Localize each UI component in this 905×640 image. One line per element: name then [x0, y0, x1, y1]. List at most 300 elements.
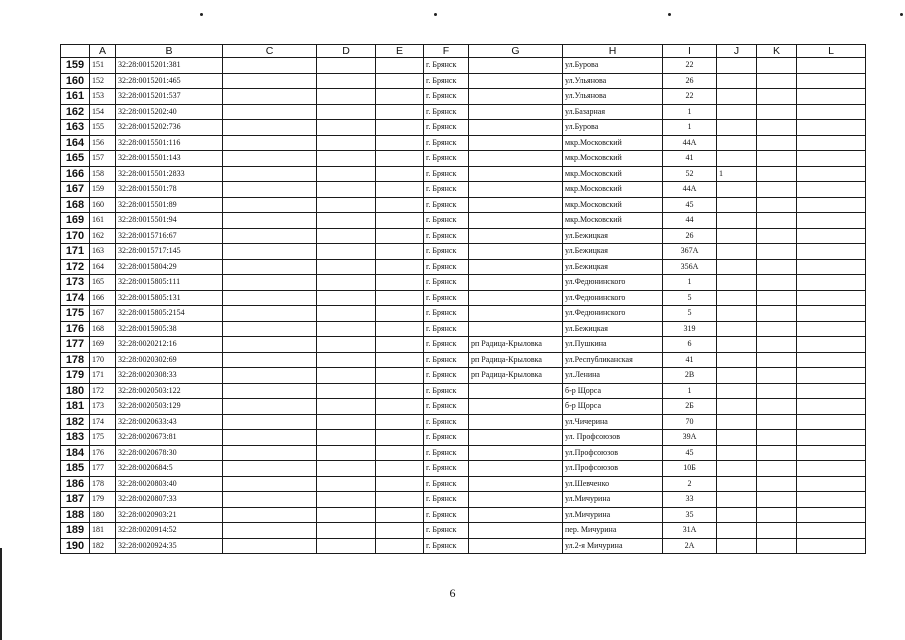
cell-e[interactable] — [376, 58, 424, 74]
cell-d[interactable] — [317, 166, 376, 182]
cell-e[interactable] — [376, 538, 424, 554]
cell-d[interactable] — [317, 213, 376, 229]
cell-k[interactable] — [757, 213, 797, 229]
cell-g[interactable] — [469, 523, 563, 539]
row-number[interactable]: 160 — [61, 73, 90, 89]
cell-c[interactable] — [223, 399, 317, 415]
row-number[interactable]: 188 — [61, 507, 90, 523]
cell-e[interactable] — [376, 461, 424, 477]
row-number[interactable]: 178 — [61, 352, 90, 368]
cell-l[interactable] — [797, 104, 866, 120]
cell-k[interactable] — [757, 430, 797, 446]
cell-j[interactable] — [717, 399, 757, 415]
cell-g[interactable] — [469, 445, 563, 461]
cell-d[interactable] — [317, 151, 376, 167]
cell-d[interactable] — [317, 89, 376, 105]
cell-l[interactable] — [797, 352, 866, 368]
cell-c[interactable] — [223, 58, 317, 74]
cell-c[interactable] — [223, 73, 317, 89]
cell-j[interactable] — [717, 414, 757, 430]
cell-k[interactable] — [757, 228, 797, 244]
row-number[interactable]: 187 — [61, 492, 90, 508]
cell-f[interactable]: г. Брянск — [424, 182, 469, 198]
cell-f[interactable]: г. Брянск — [424, 368, 469, 384]
cell-f[interactable]: г. Брянск — [424, 73, 469, 89]
cell-i[interactable]: 45 — [663, 197, 717, 213]
cell-j[interactable] — [717, 228, 757, 244]
cell-f[interactable]: г. Брянск — [424, 244, 469, 260]
cell-f[interactable]: г. Брянск — [424, 337, 469, 353]
cell-d[interactable] — [317, 321, 376, 337]
cell-b[interactable]: 32:28:0015202:736 — [116, 120, 223, 136]
cell-f[interactable]: г. Брянск — [424, 476, 469, 492]
cell-d[interactable] — [317, 259, 376, 275]
cell-g[interactable] — [469, 306, 563, 322]
cell-f[interactable]: г. Брянск — [424, 523, 469, 539]
cell-b[interactable]: 32:28:0015501:116 — [116, 135, 223, 151]
column-header-i[interactable]: I — [663, 45, 717, 58]
cell-d[interactable] — [317, 507, 376, 523]
cell-k[interactable] — [757, 445, 797, 461]
cell-f[interactable]: г. Брянск — [424, 430, 469, 446]
cell-h[interactable]: ул.Профсоюзов — [563, 445, 663, 461]
row-number[interactable]: 190 — [61, 538, 90, 554]
row-number[interactable]: 189 — [61, 523, 90, 539]
cell-f[interactable]: г. Брянск — [424, 352, 469, 368]
row-number[interactable]: 176 — [61, 321, 90, 337]
cell-k[interactable] — [757, 414, 797, 430]
cell-g[interactable] — [469, 213, 563, 229]
cell-k[interactable] — [757, 244, 797, 260]
cell-f[interactable]: г. Брянск — [424, 213, 469, 229]
cell-k[interactable] — [757, 73, 797, 89]
cell-g[interactable] — [469, 197, 563, 213]
cell-i[interactable]: 1 — [663, 275, 717, 291]
cell-e[interactable] — [376, 368, 424, 384]
cell-c[interactable] — [223, 306, 317, 322]
cell-h[interactable]: мкр.Московский — [563, 182, 663, 198]
cell-l[interactable] — [797, 182, 866, 198]
cell-l[interactable] — [797, 399, 866, 415]
cell-l[interactable] — [797, 476, 866, 492]
cell-k[interactable] — [757, 337, 797, 353]
cell-b[interactable]: 32:28:0015717:145 — [116, 244, 223, 260]
cell-b[interactable]: 32:28:0015905:38 — [116, 321, 223, 337]
cell-e[interactable] — [376, 73, 424, 89]
cell-k[interactable] — [757, 383, 797, 399]
cell-e[interactable] — [376, 89, 424, 105]
cell-a[interactable]: 159 — [90, 182, 116, 198]
cell-c[interactable] — [223, 182, 317, 198]
cell-g[interactable] — [469, 89, 563, 105]
cell-b[interactable]: 32:28:0020212:16 — [116, 337, 223, 353]
cell-h[interactable]: ул.Федюнинского — [563, 290, 663, 306]
cell-j[interactable] — [717, 244, 757, 260]
cell-i[interactable]: 1 — [663, 383, 717, 399]
cell-d[interactable] — [317, 244, 376, 260]
cell-b[interactable]: 32:28:0015501:2833 — [116, 166, 223, 182]
cell-l[interactable] — [797, 290, 866, 306]
cell-h[interactable]: ул.Базарная — [563, 104, 663, 120]
cell-a[interactable]: 171 — [90, 368, 116, 384]
cell-h[interactable]: б-р Щорса — [563, 399, 663, 415]
cell-c[interactable] — [223, 275, 317, 291]
cell-h[interactable]: ул.Бурова — [563, 58, 663, 74]
cell-a[interactable]: 169 — [90, 337, 116, 353]
cell-i[interactable]: 41 — [663, 352, 717, 368]
cell-d[interactable] — [317, 135, 376, 151]
cell-a[interactable]: 160 — [90, 197, 116, 213]
cell-b[interactable]: 32:28:0015501:78 — [116, 182, 223, 198]
column-header-l[interactable]: L — [797, 45, 866, 58]
cell-i[interactable]: 45 — [663, 445, 717, 461]
cell-a[interactable]: 155 — [90, 120, 116, 136]
cell-g[interactable] — [469, 135, 563, 151]
cell-b[interactable]: 32:28:0015804:29 — [116, 259, 223, 275]
cell-d[interactable] — [317, 383, 376, 399]
cell-f[interactable]: г. Брянск — [424, 461, 469, 477]
cell-d[interactable] — [317, 445, 376, 461]
cell-c[interactable] — [223, 151, 317, 167]
cell-d[interactable] — [317, 368, 376, 384]
cell-a[interactable]: 180 — [90, 507, 116, 523]
cell-l[interactable] — [797, 213, 866, 229]
cell-d[interactable] — [317, 275, 376, 291]
cell-h[interactable]: ул.Мичурина — [563, 507, 663, 523]
cell-e[interactable] — [376, 290, 424, 306]
cell-c[interactable] — [223, 104, 317, 120]
cell-a[interactable]: 157 — [90, 151, 116, 167]
cell-c[interactable] — [223, 337, 317, 353]
cell-a[interactable]: 170 — [90, 352, 116, 368]
corner-header[interactable] — [61, 45, 90, 58]
column-header-j[interactable]: J — [717, 45, 757, 58]
cell-f[interactable]: г. Брянск — [424, 492, 469, 508]
cell-g[interactable] — [469, 73, 563, 89]
cell-c[interactable] — [223, 120, 317, 136]
cell-b[interactable]: 32:28:0015716:67 — [116, 228, 223, 244]
cell-j[interactable] — [717, 523, 757, 539]
cell-a[interactable]: 156 — [90, 135, 116, 151]
cell-d[interactable] — [317, 290, 376, 306]
cell-j[interactable] — [717, 445, 757, 461]
row-number[interactable]: 175 — [61, 306, 90, 322]
cell-f[interactable]: г. Брянск — [424, 275, 469, 291]
cell-g[interactable] — [469, 399, 563, 415]
cell-k[interactable] — [757, 306, 797, 322]
cell-l[interactable] — [797, 275, 866, 291]
cell-d[interactable] — [317, 228, 376, 244]
cell-k[interactable] — [757, 538, 797, 554]
cell-a[interactable]: 153 — [90, 89, 116, 105]
cell-g[interactable] — [469, 461, 563, 477]
row-number[interactable]: 163 — [61, 120, 90, 136]
cell-h[interactable]: мкр.Московский — [563, 166, 663, 182]
cell-l[interactable] — [797, 135, 866, 151]
cell-f[interactable]: г. Брянск — [424, 166, 469, 182]
cell-a[interactable]: 172 — [90, 383, 116, 399]
cell-j[interactable] — [717, 430, 757, 446]
cell-f[interactable]: г. Брянск — [424, 259, 469, 275]
cell-f[interactable]: г. Брянск — [424, 58, 469, 74]
cell-i[interactable]: 1 — [663, 104, 717, 120]
cell-e[interactable] — [376, 213, 424, 229]
cell-f[interactable]: г. Брянск — [424, 228, 469, 244]
cell-a[interactable]: 177 — [90, 461, 116, 477]
cell-g[interactable] — [469, 166, 563, 182]
cell-b[interactable]: 32:28:0020673:81 — [116, 430, 223, 446]
cell-h[interactable]: ул.Мичурина — [563, 492, 663, 508]
cell-l[interactable] — [797, 228, 866, 244]
cell-a[interactable]: 166 — [90, 290, 116, 306]
column-header-e[interactable]: E — [376, 45, 424, 58]
column-header-g[interactable]: G — [469, 45, 563, 58]
cell-d[interactable] — [317, 523, 376, 539]
cell-k[interactable] — [757, 166, 797, 182]
cell-g[interactable] — [469, 259, 563, 275]
cell-e[interactable] — [376, 399, 424, 415]
cell-l[interactable] — [797, 445, 866, 461]
cell-c[interactable] — [223, 523, 317, 539]
row-number[interactable]: 172 — [61, 259, 90, 275]
row-number[interactable]: 162 — [61, 104, 90, 120]
cell-b[interactable]: 32:28:0020633:43 — [116, 414, 223, 430]
cell-j[interactable] — [717, 507, 757, 523]
cell-e[interactable] — [376, 507, 424, 523]
cell-h[interactable]: ул.Профсоюзов — [563, 461, 663, 477]
cell-k[interactable] — [757, 58, 797, 74]
cell-c[interactable] — [223, 507, 317, 523]
row-number[interactable]: 185 — [61, 461, 90, 477]
cell-k[interactable] — [757, 104, 797, 120]
cell-b[interactable]: 32:28:0015501:94 — [116, 213, 223, 229]
cell-i[interactable]: 26 — [663, 73, 717, 89]
cell-j[interactable] — [717, 337, 757, 353]
row-number[interactable]: 173 — [61, 275, 90, 291]
cell-j[interactable] — [717, 290, 757, 306]
cell-b[interactable]: 32:28:0020308:33 — [116, 368, 223, 384]
cell-i[interactable]: 31А — [663, 523, 717, 539]
cell-g[interactable] — [469, 182, 563, 198]
cell-l[interactable] — [797, 321, 866, 337]
cell-j[interactable] — [717, 73, 757, 89]
cell-i[interactable]: 39А — [663, 430, 717, 446]
cell-d[interactable] — [317, 104, 376, 120]
cell-j[interactable] — [717, 58, 757, 74]
cell-a[interactable]: 181 — [90, 523, 116, 539]
cell-k[interactable] — [757, 523, 797, 539]
cell-i[interactable]: 2Б — [663, 399, 717, 415]
cell-j[interactable] — [717, 182, 757, 198]
cell-c[interactable] — [223, 228, 317, 244]
cell-e[interactable] — [376, 352, 424, 368]
cell-c[interactable] — [223, 492, 317, 508]
cell-j[interactable] — [717, 104, 757, 120]
cell-j[interactable] — [717, 135, 757, 151]
cell-f[interactable]: г. Брянск — [424, 120, 469, 136]
cell-e[interactable] — [376, 337, 424, 353]
cell-d[interactable] — [317, 461, 376, 477]
cell-e[interactable] — [376, 182, 424, 198]
cell-e[interactable] — [376, 104, 424, 120]
cell-i[interactable]: 356А — [663, 259, 717, 275]
cell-e[interactable] — [376, 166, 424, 182]
cell-e[interactable] — [376, 275, 424, 291]
cell-b[interactable]: 32:28:0015501:89 — [116, 197, 223, 213]
cell-a[interactable]: 164 — [90, 259, 116, 275]
cell-i[interactable]: 22 — [663, 89, 717, 105]
cell-i[interactable]: 6 — [663, 337, 717, 353]
cell-g[interactable] — [469, 104, 563, 120]
cell-d[interactable] — [317, 430, 376, 446]
cell-a[interactable]: 175 — [90, 430, 116, 446]
cell-g[interactable] — [469, 151, 563, 167]
cell-i[interactable]: 10Б — [663, 461, 717, 477]
cell-f[interactable]: г. Брянск — [424, 321, 469, 337]
cell-i[interactable]: 70 — [663, 414, 717, 430]
cell-c[interactable] — [223, 135, 317, 151]
cell-b[interactable]: 32:28:0015805:131 — [116, 290, 223, 306]
cell-h[interactable]: ул. Профсоюзов — [563, 430, 663, 446]
cell-c[interactable] — [223, 166, 317, 182]
row-number[interactable]: 177 — [61, 337, 90, 353]
cell-g[interactable]: рп Радица-Крыловка — [469, 368, 563, 384]
cell-h[interactable]: ул.Бурова — [563, 120, 663, 136]
row-number[interactable]: 168 — [61, 197, 90, 213]
cell-h[interactable]: ул.Шевченко — [563, 476, 663, 492]
cell-i[interactable]: 26 — [663, 228, 717, 244]
cell-f[interactable]: г. Брянск — [424, 414, 469, 430]
cell-a[interactable]: 174 — [90, 414, 116, 430]
cell-e[interactable] — [376, 120, 424, 136]
cell-f[interactable]: г. Брянск — [424, 89, 469, 105]
cell-c[interactable] — [223, 321, 317, 337]
cell-c[interactable] — [223, 197, 317, 213]
cell-i[interactable]: 41 — [663, 151, 717, 167]
cell-h[interactable]: мкр.Московский — [563, 213, 663, 229]
cell-c[interactable] — [223, 89, 317, 105]
cell-l[interactable] — [797, 306, 866, 322]
cell-b[interactable]: 32:28:0020807:33 — [116, 492, 223, 508]
cell-e[interactable] — [376, 321, 424, 337]
cell-c[interactable] — [223, 414, 317, 430]
row-number[interactable]: 159 — [61, 58, 90, 74]
cell-c[interactable] — [223, 538, 317, 554]
cell-d[interactable] — [317, 352, 376, 368]
cell-l[interactable] — [797, 523, 866, 539]
cell-b[interactable]: 32:28:0020684:5 — [116, 461, 223, 477]
row-number[interactable]: 183 — [61, 430, 90, 446]
cell-l[interactable] — [797, 430, 866, 446]
cell-l[interactable] — [797, 414, 866, 430]
cell-b[interactable]: 32:28:0020678:30 — [116, 445, 223, 461]
cell-f[interactable]: г. Брянск — [424, 538, 469, 554]
cell-a[interactable]: 158 — [90, 166, 116, 182]
cell-l[interactable] — [797, 461, 866, 477]
cell-l[interactable] — [797, 259, 866, 275]
cell-a[interactable]: 182 — [90, 538, 116, 554]
cell-j[interactable] — [717, 89, 757, 105]
cell-i[interactable]: 33 — [663, 492, 717, 508]
cell-l[interactable] — [797, 73, 866, 89]
cell-g[interactable] — [469, 228, 563, 244]
row-number[interactable]: 169 — [61, 213, 90, 229]
cell-i[interactable]: 367А — [663, 244, 717, 260]
row-number[interactable]: 182 — [61, 414, 90, 430]
cell-l[interactable] — [797, 166, 866, 182]
cell-i[interactable]: 1 — [663, 120, 717, 136]
cell-a[interactable]: 176 — [90, 445, 116, 461]
cell-j[interactable] — [717, 306, 757, 322]
cell-j[interactable] — [717, 461, 757, 477]
cell-f[interactable]: г. Брянск — [424, 306, 469, 322]
cell-c[interactable] — [223, 244, 317, 260]
cell-f[interactable]: г. Брянск — [424, 399, 469, 415]
row-number[interactable]: 181 — [61, 399, 90, 415]
cell-c[interactable] — [223, 259, 317, 275]
cell-e[interactable] — [376, 228, 424, 244]
cell-k[interactable] — [757, 197, 797, 213]
cell-f[interactable]: г. Брянск — [424, 290, 469, 306]
cell-a[interactable]: 161 — [90, 213, 116, 229]
cell-g[interactable] — [469, 414, 563, 430]
cell-b[interactable]: 32:28:0020914:52 — [116, 523, 223, 539]
cell-f[interactable]: г. Брянск — [424, 135, 469, 151]
cell-j[interactable] — [717, 321, 757, 337]
column-header-c[interactable]: C — [223, 45, 317, 58]
cell-j[interactable] — [717, 476, 757, 492]
cell-j[interactable] — [717, 383, 757, 399]
cell-j[interactable] — [717, 151, 757, 167]
cell-d[interactable] — [317, 337, 376, 353]
cell-h[interactable]: ул.2-я Мичурина — [563, 538, 663, 554]
cell-g[interactable] — [469, 321, 563, 337]
cell-e[interactable] — [376, 259, 424, 275]
cell-h[interactable]: мкр.Московский — [563, 151, 663, 167]
cell-b[interactable]: 32:28:0020503:122 — [116, 383, 223, 399]
cell-k[interactable] — [757, 89, 797, 105]
cell-a[interactable]: 163 — [90, 244, 116, 260]
cell-g[interactable] — [469, 476, 563, 492]
row-number[interactable]: 170 — [61, 228, 90, 244]
row-number[interactable]: 184 — [61, 445, 90, 461]
cell-c[interactable] — [223, 461, 317, 477]
cell-k[interactable] — [757, 352, 797, 368]
cell-l[interactable] — [797, 197, 866, 213]
cell-g[interactable] — [469, 538, 563, 554]
row-number[interactable]: 165 — [61, 151, 90, 167]
cell-k[interactable] — [757, 259, 797, 275]
column-header-f[interactable]: F — [424, 45, 469, 58]
cell-l[interactable] — [797, 120, 866, 136]
cell-f[interactable]: г. Брянск — [424, 383, 469, 399]
cell-d[interactable] — [317, 414, 376, 430]
cell-g[interactable] — [469, 290, 563, 306]
cell-i[interactable]: 22 — [663, 58, 717, 74]
cell-b[interactable]: 32:28:0020302:69 — [116, 352, 223, 368]
cell-j[interactable] — [717, 275, 757, 291]
cell-l[interactable] — [797, 89, 866, 105]
row-number[interactable]: 161 — [61, 89, 90, 105]
cell-e[interactable] — [376, 197, 424, 213]
column-header-d[interactable]: D — [317, 45, 376, 58]
cell-c[interactable] — [223, 476, 317, 492]
cell-g[interactable]: рп Радица-Крыловка — [469, 337, 563, 353]
cell-k[interactable] — [757, 492, 797, 508]
row-number[interactable]: 174 — [61, 290, 90, 306]
cell-e[interactable] — [376, 383, 424, 399]
cell-b[interactable]: 32:28:0015202:40 — [116, 104, 223, 120]
